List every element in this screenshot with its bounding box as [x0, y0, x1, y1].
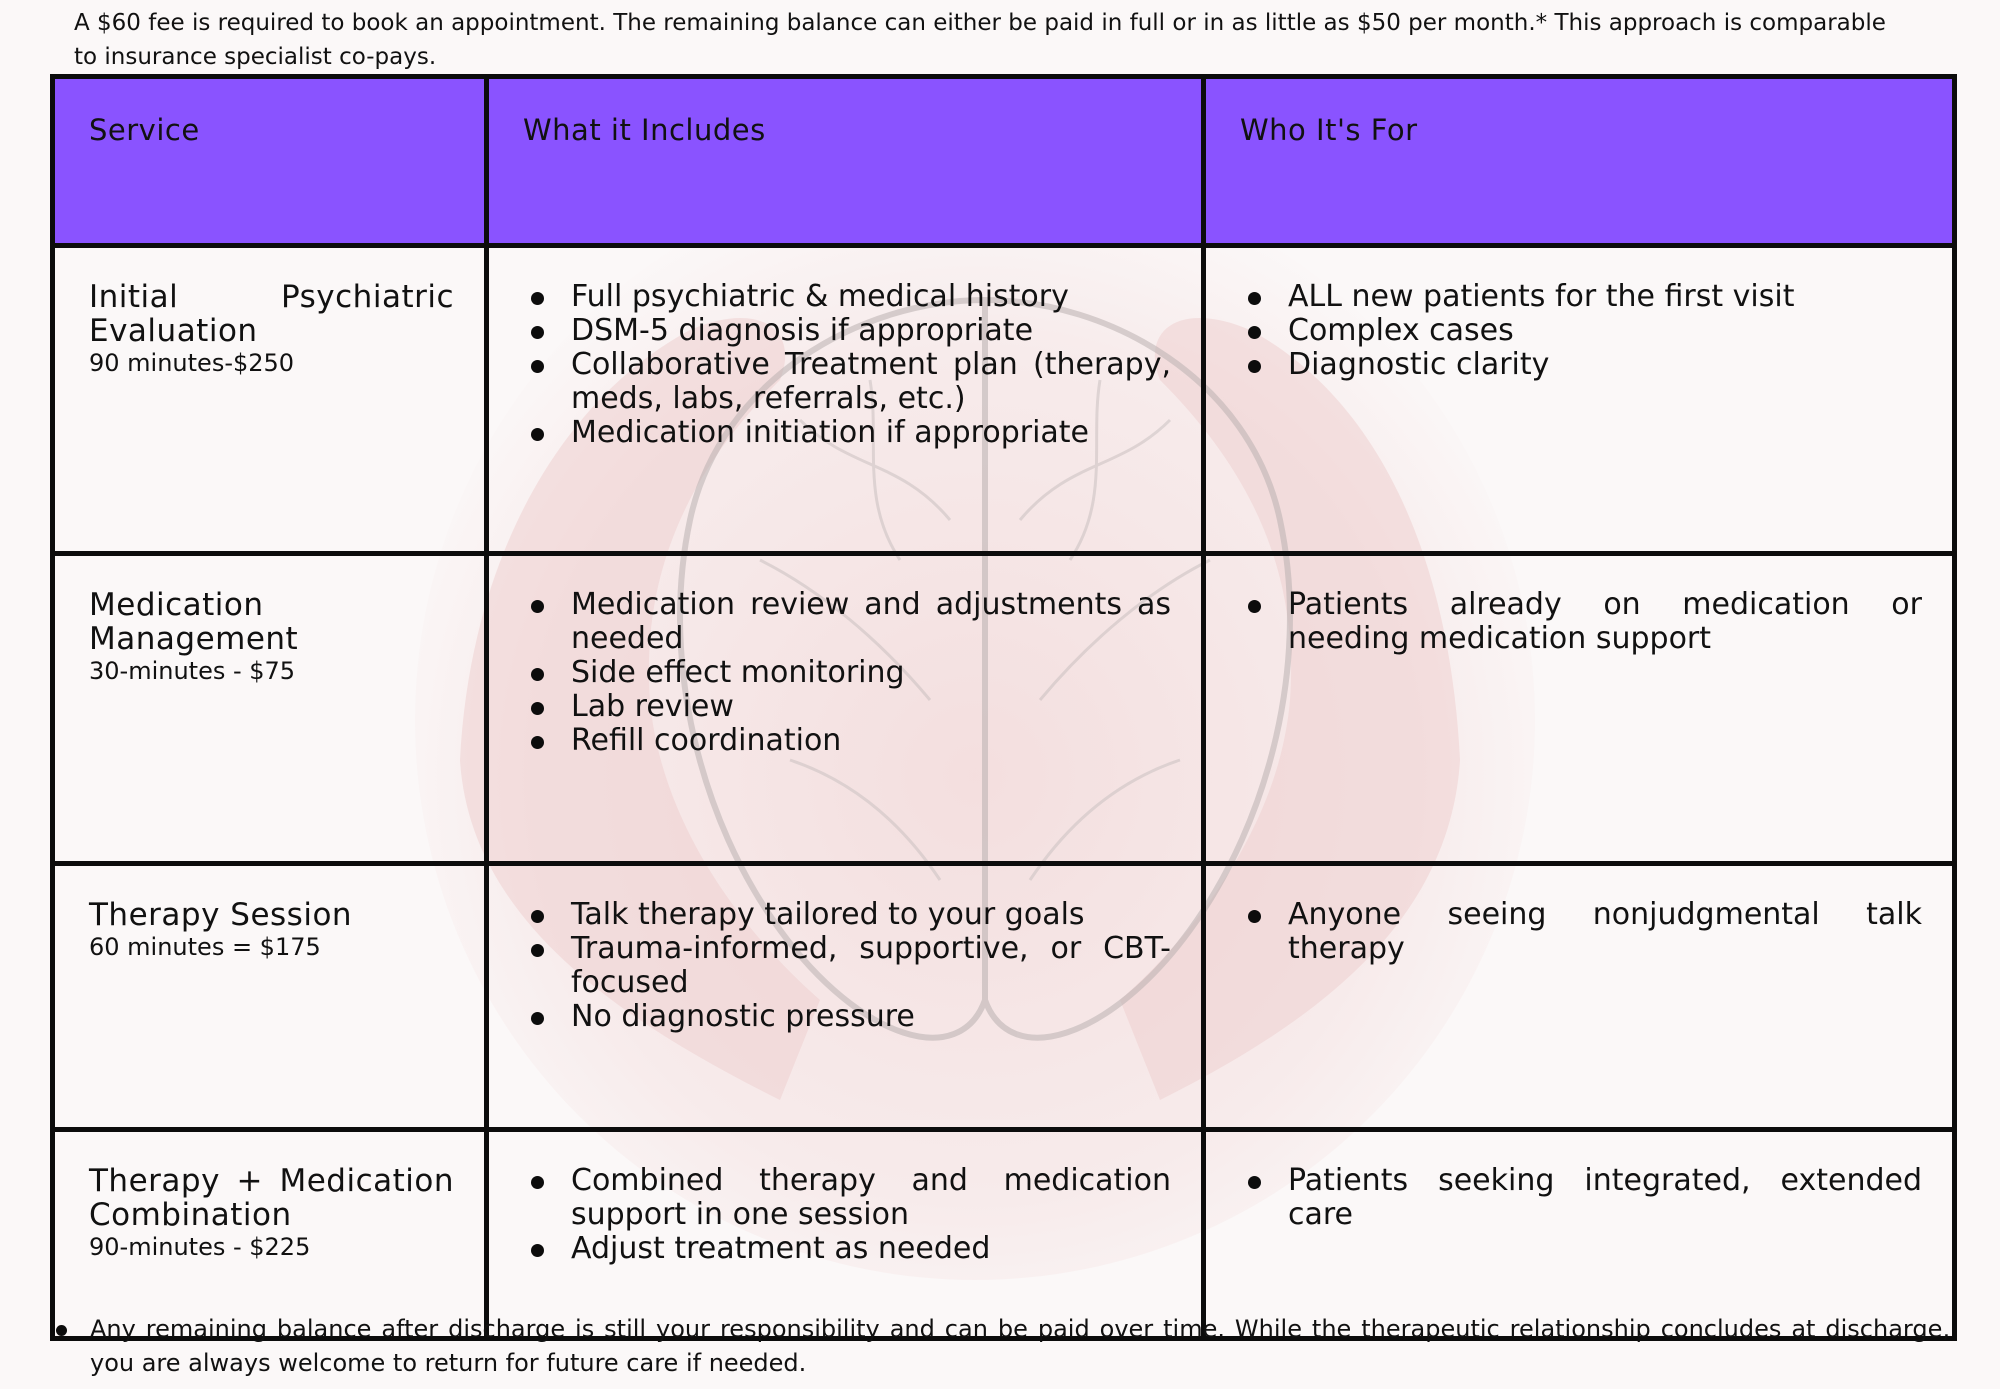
includes-cell — [487, 1130, 1204, 1339]
includes-list — [523, 1164, 1171, 1266]
service-cell — [53, 1130, 487, 1339]
includes-list — [523, 280, 1171, 450]
includes-cell — [487, 246, 1204, 554]
includes-list — [523, 588, 1171, 758]
list-item: No diagnostic pressure — [571, 1000, 1171, 1034]
list-item: Patients seeking integrated, extended care — [1288, 1163, 1922, 1232]
service-price: 90-minutes - $225 — [89, 1233, 311, 1261]
list-item: Full psychiatric & medical history — [571, 280, 1171, 314]
table-header-row — [53, 77, 1955, 246]
who-for-cell — [1204, 554, 1955, 864]
service-cell — [53, 864, 487, 1130]
list-item: Talk therapy tailored to your goals — [571, 898, 1171, 932]
list-item: Collaborative Treatment plan (therapy, meds, labs, referrals, etc.) — [571, 347, 1171, 416]
footnote-text: Any remaining balance after discharge is still your responsibility and can be paid over time. While the therapeutic relationship concludes at discharge, you are always welcome to return for future care if needed. — [90, 1315, 1950, 1377]
list-item: DSM-5 diagnosis if appropriate — [571, 314, 1171, 348]
includes-list — [523, 898, 1171, 1034]
service-name: Therapy Session — [89, 897, 353, 933]
service-cell — [53, 246, 487, 554]
list-item: Diagnostic clarity — [1288, 348, 1922, 382]
service-name: Therapy + Medication Combination — [89, 1163, 454, 1233]
table-row — [53, 1130, 1955, 1339]
table-row — [53, 864, 1955, 1130]
table-row — [53, 554, 1955, 864]
list-item: Side effect monitoring — [571, 656, 1171, 690]
who-for-cell — [1204, 1130, 1955, 1339]
includes-cell — [487, 554, 1204, 864]
list-item: Combined therapy and medication support in one session — [571, 1163, 1171, 1232]
who-for-list — [1240, 280, 1922, 382]
list-item: Adjust treatment as needed — [571, 1232, 1171, 1266]
list-item: ALL new patients for the first visit — [1288, 280, 1922, 314]
service-name: Initial Psychiatric Evaluation — [89, 279, 454, 349]
table-row — [53, 246, 1955, 554]
list-item: Complex cases — [1288, 314, 1922, 348]
list-item: Medication review and adjustments as needed — [571, 587, 1171, 656]
includes-cell — [487, 864, 1204, 1130]
who-for-cell — [1204, 246, 1955, 554]
who-for-list — [1240, 588, 1922, 656]
list-item: Medication initiation if appropriate — [571, 416, 1171, 450]
list-item: Lab review — [571, 690, 1171, 724]
list-item: Patients already on medication or needing medication support — [1288, 587, 1922, 656]
list-item: Anyone seeing nonjudgmental talk therapy — [1288, 897, 1922, 966]
header-includes: What it Includes — [487, 77, 1204, 246]
who-for-list — [1240, 1164, 1922, 1232]
header-service: Service — [53, 77, 487, 246]
list-item: Trauma-informed, supportive, or CBT-focused — [571, 931, 1171, 1000]
list-item: Refill coordination — [571, 724, 1171, 758]
who-for-cell — [1204, 864, 1955, 1130]
who-for-list — [1240, 898, 1922, 966]
service-price: 30-minutes - $75 — [89, 657, 296, 685]
service-name: Medication Management — [89, 587, 299, 657]
header-who-for: Who It's For — [1204, 77, 1955, 246]
services-table — [50, 74, 1957, 1341]
service-price: 90 minutes-$250 — [89, 349, 295, 377]
service-price: 60 minutes = $175 — [89, 933, 321, 961]
footnote-bullet-icon — [56, 1325, 67, 1336]
intro-text: A $60 fee is required to book an appointment. The remaining balance can either be paid in full or in as little as $50 per month.* This approach is comparable to insurance specialist co-pays. — [74, 10, 1886, 70]
service-cell — [53, 554, 487, 864]
